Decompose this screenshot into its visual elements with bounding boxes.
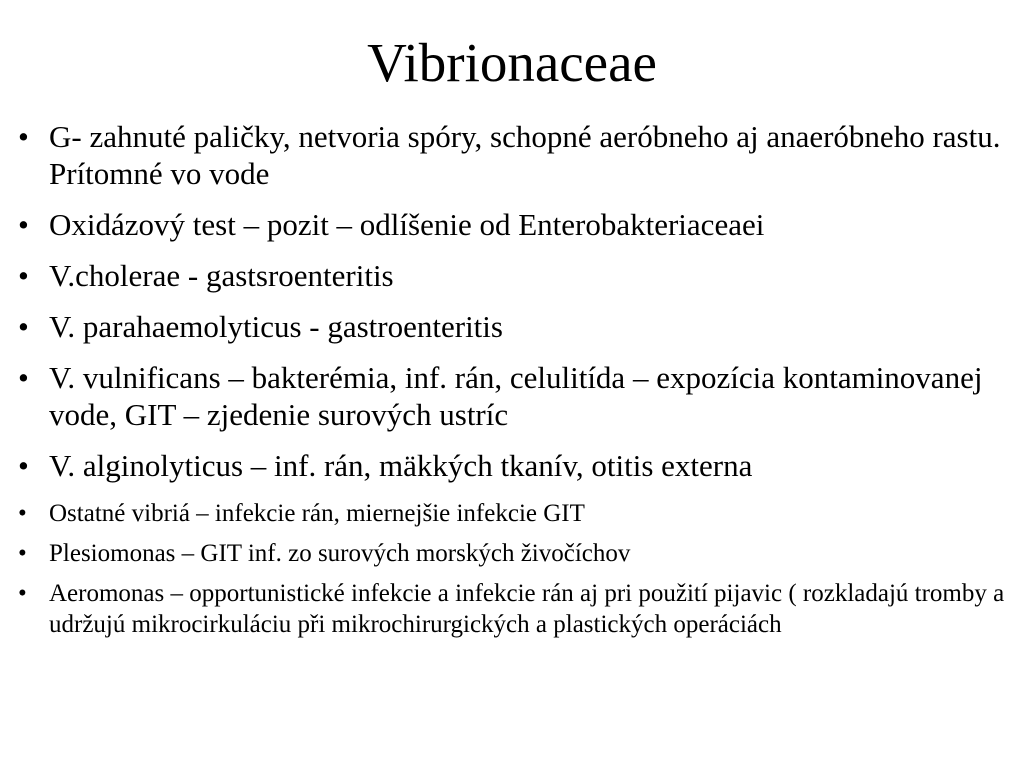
slide-title: Vibrionaceae — [367, 32, 657, 93]
bullet-dot-icon: • — [18, 448, 29, 483]
bullet-item — [18, 206, 1008, 243]
bullet-dot-icon: • — [18, 207, 29, 242]
bullet-text: Oxidázový test – pozit – odlíšenie od Enterobakteriaceaei — [49, 207, 765, 242]
bullet-dot-icon: • — [18, 500, 27, 527]
bullet-text: G- zahnuté paličky, netvoria spóry, schopné aeróbneho aj anaeróbneho rastu. Prítomné vo vode — [49, 119, 1001, 191]
bullet-text: V.cholerae - gastsroenteritis — [49, 258, 394, 293]
bullet-text: V. parahaemolyticus - gastroenteritis — [49, 309, 503, 344]
bullet-item — [18, 118, 1008, 192]
bullet-item — [18, 578, 1008, 640]
bullet-text: V. vulnificans – bakterémia, inf. rán, celulitída – expozícia kontaminovanej vode, GIT – zjedenie surových ustríc — [49, 360, 983, 432]
bullet-dot-icon: • — [18, 309, 29, 344]
bullet-dot-icon: • — [18, 119, 29, 154]
bullet-item — [18, 498, 1008, 529]
bullet-item — [18, 359, 1008, 433]
bullet-text: Plesiomonas – GIT inf. zo surových morských živočíchov — [49, 540, 631, 567]
bullet-item — [18, 308, 1008, 345]
bullet-dot-icon: • — [18, 258, 29, 293]
bullet-text: V. alginolyticus – inf. rán, mäkkých tkanív, otitis externa — [49, 448, 753, 483]
bullet-text: Aeromonas – opportunistické infekcie a infekcie rán aj pri použití pijavic ( rozkladajú tromby a udržujú mikrocirkuláciu při mikrochirurgických a plastických operáciách — [49, 580, 1005, 638]
bullet-dot-icon: • — [18, 360, 29, 395]
bullet-item — [18, 447, 1008, 484]
bullet-list — [18, 118, 1008, 649]
bullet-text: Ostatné vibriá – infekcie rán, miernejšie infekcie GIT — [49, 500, 585, 527]
bullet-dot-icon: • — [18, 580, 27, 607]
bullet-item — [18, 257, 1008, 294]
bullet-dot-icon: • — [18, 540, 27, 567]
bullet-item — [18, 538, 1008, 569]
